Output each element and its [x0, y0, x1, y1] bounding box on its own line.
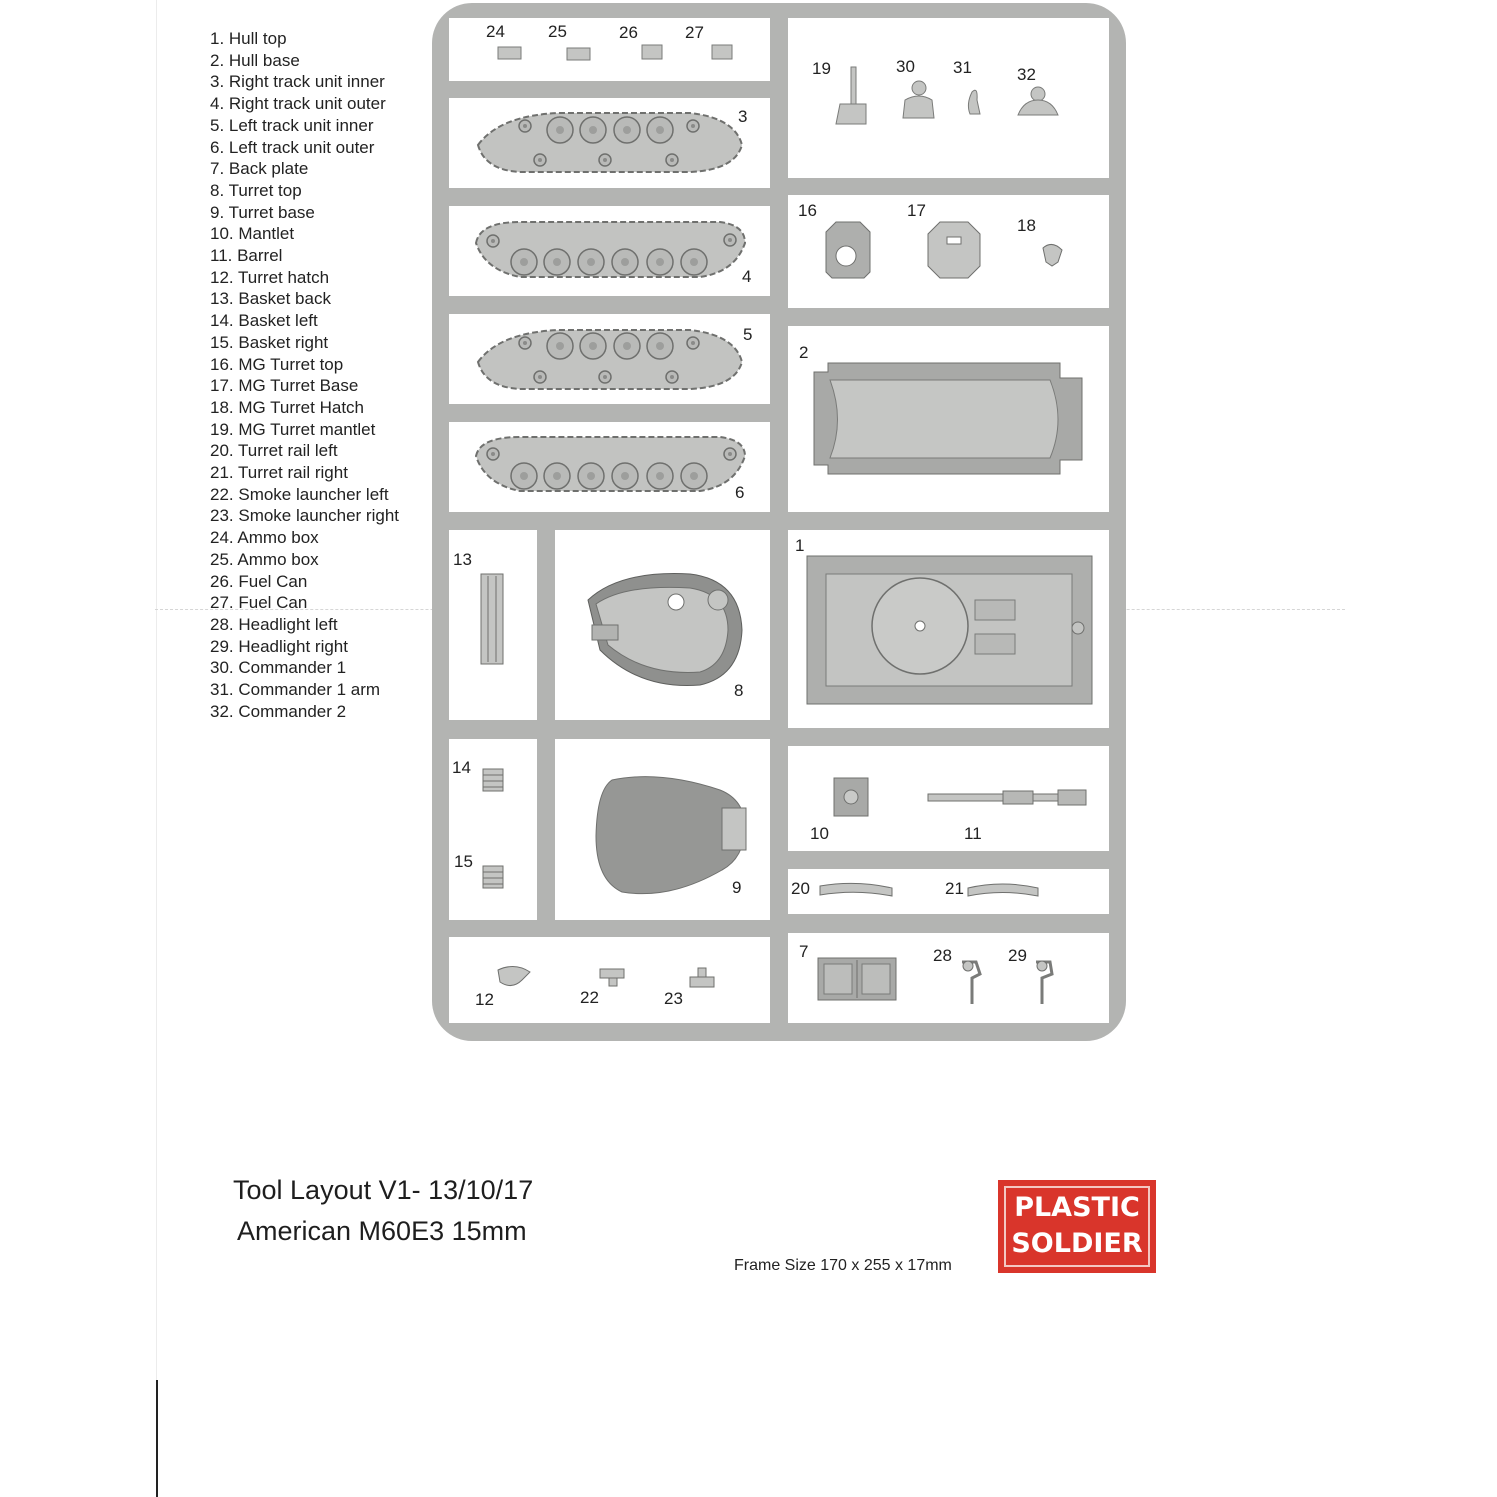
- part-number-13: 13: [453, 550, 472, 569]
- basket-left-14: [483, 769, 503, 791]
- parts-list-item: 6. Left track unit outer: [210, 137, 375, 157]
- part-number-26: 26: [619, 23, 638, 42]
- basket-right-15: [483, 866, 503, 888]
- parts-list-item: 23. Smoke launcher right: [210, 506, 399, 526]
- parts-list-item: 16. MG Turret top: [210, 354, 344, 374]
- parts-list-item: 5. Left track unit inner: [210, 115, 374, 135]
- fuel-can-26: [642, 45, 662, 59]
- mg-turret-top-16: [826, 222, 870, 278]
- commander-2-32: [1018, 87, 1058, 115]
- parts-list-item: 15. Basket right: [210, 332, 329, 352]
- part-number-20: 20: [791, 879, 810, 898]
- part-number-3: 3: [738, 107, 748, 126]
- commander-1-arm-31: [968, 90, 980, 114]
- parts-list-item: 7. Back plate: [210, 159, 309, 179]
- part-number-11: 11: [964, 824, 982, 843]
- frame-size-label: Frame Size 170 x 255 x 17mm: [734, 1257, 952, 1274]
- basket-back-13: [481, 574, 503, 664]
- hull-base-2: [814, 363, 1082, 474]
- part-number-5: 5: [743, 325, 753, 344]
- headlight-right-29: [1036, 961, 1052, 1004]
- parts-list-item: 1. Hull top: [210, 29, 287, 48]
- model-name-title: American M60E3 15mm: [237, 1216, 527, 1246]
- parts-list-item: 8. Turret top: [210, 180, 302, 200]
- part-number-8: 8: [734, 681, 744, 700]
- part-number-1: 1: [795, 536, 805, 555]
- part-number-29: 29: [1008, 946, 1027, 965]
- parts-list-item: 27. Fuel Can: [210, 593, 308, 613]
- part-number-21: 21: [945, 879, 964, 898]
- part-number-23: 23: [664, 989, 683, 1008]
- track-6: [476, 437, 745, 491]
- parts-list-item: 19. MG Turret mantlet: [210, 419, 376, 439]
- parts-list-item: 32. Commander 2: [210, 701, 347, 721]
- ammo-box-25: [567, 48, 590, 60]
- parts-list-item: 30. Commander 1: [210, 658, 347, 678]
- part-number-18: 18: [1017, 216, 1036, 235]
- track-4: [476, 222, 745, 277]
- parts-list-item: 24. Ammo box: [210, 528, 319, 548]
- parts-list-item: 20. Turret rail left: [210, 441, 338, 461]
- part-number-2: 2: [799, 343, 809, 362]
- part-number-16: 16: [798, 201, 817, 220]
- parts-list-item: 10. Mantlet: [210, 224, 295, 244]
- parts-list-item: 28. Headlight left: [210, 614, 338, 634]
- smoke-launcher-left-22: [600, 969, 624, 986]
- parts-list-item: 11. Barrel: [210, 246, 283, 266]
- logo-line-2: SOLDIER: [1011, 1228, 1143, 1259]
- mg-turret-mantlet-19: [836, 67, 866, 124]
- parts-list-item: 2. Hull base: [210, 50, 300, 70]
- hull-top-1: [807, 556, 1092, 704]
- parts-list-item: 25. Ammo box: [210, 549, 319, 569]
- mantlet-10: [834, 778, 868, 816]
- part-number-4: 4: [742, 267, 752, 286]
- part-number-9: 9: [732, 878, 742, 897]
- headlight-left-28: [962, 961, 980, 1004]
- part-number-30: 30: [896, 57, 915, 76]
- parts-list-item: 14. Basket left: [210, 311, 318, 331]
- parts-list-item: 29. Headlight right: [210, 636, 348, 656]
- mg-turret-hatch-18: [1043, 244, 1062, 266]
- barrel-11: [928, 790, 1086, 805]
- parts-list-item: 22. Smoke launcher left: [210, 484, 389, 504]
- part-number-32: 32: [1017, 65, 1036, 84]
- ammo-box-24: [498, 47, 521, 59]
- turret-hatch-12: [498, 966, 530, 985]
- logo-line-1: PLASTIC: [1014, 1192, 1140, 1223]
- turret-rail-left-20: [820, 883, 892, 896]
- parts-list-item: 4. Right track unit outer: [210, 94, 386, 114]
- turret-top-8: [588, 574, 742, 686]
- part-number-27: 27: [685, 23, 704, 42]
- part-number-14: 14: [452, 758, 471, 777]
- part-number-25: 25: [548, 22, 567, 41]
- turret-base-9: [596, 777, 746, 894]
- parts-list-item: 17. MG Turret Base: [210, 376, 359, 396]
- back-plate-7: [818, 958, 896, 1000]
- parts-list-item: 21. Turret rail right: [210, 463, 348, 483]
- part-number-7: 7: [799, 942, 809, 961]
- fuel-can-27: [712, 45, 732, 59]
- parts-list-item: 31. Commander 1 arm: [210, 680, 381, 700]
- plastic-soldier-logo: [998, 1180, 1156, 1273]
- parts-list-item: 18. MG Turret Hatch: [210, 397, 364, 417]
- part-number-24: 24: [486, 22, 505, 41]
- smoke-launcher-right-23: [690, 968, 714, 987]
- track-5: [478, 330, 742, 389]
- tool-layout-title: Tool Layout V1- 13/10/17: [233, 1175, 534, 1205]
- parts-list-item: 13. Basket back: [210, 289, 331, 309]
- mg-turret-base-17: [928, 222, 980, 278]
- part-number-10: 10: [810, 824, 829, 843]
- part-number-15: 15: [454, 852, 473, 871]
- parts-list-item: 26. Fuel Can: [210, 571, 308, 591]
- part-number-6: 6: [735, 483, 745, 502]
- parts-list-item: 12. Turret hatch: [210, 267, 330, 287]
- part-number-31: 31: [953, 58, 972, 77]
- part-number-12: 12: [475, 990, 494, 1009]
- parts-list-item: 3. Right track unit inner: [210, 72, 385, 92]
- part-number-17: 17: [907, 201, 926, 220]
- part-number-28: 28: [933, 946, 952, 965]
- track-3: [478, 113, 742, 172]
- commander-1-30: [903, 81, 934, 118]
- turret-rail-right-21: [968, 884, 1038, 896]
- part-number-19: 19: [812, 59, 831, 78]
- part-number-22: 22: [580, 988, 599, 1007]
- parts-list-item: 9. Turret base: [210, 202, 315, 222]
